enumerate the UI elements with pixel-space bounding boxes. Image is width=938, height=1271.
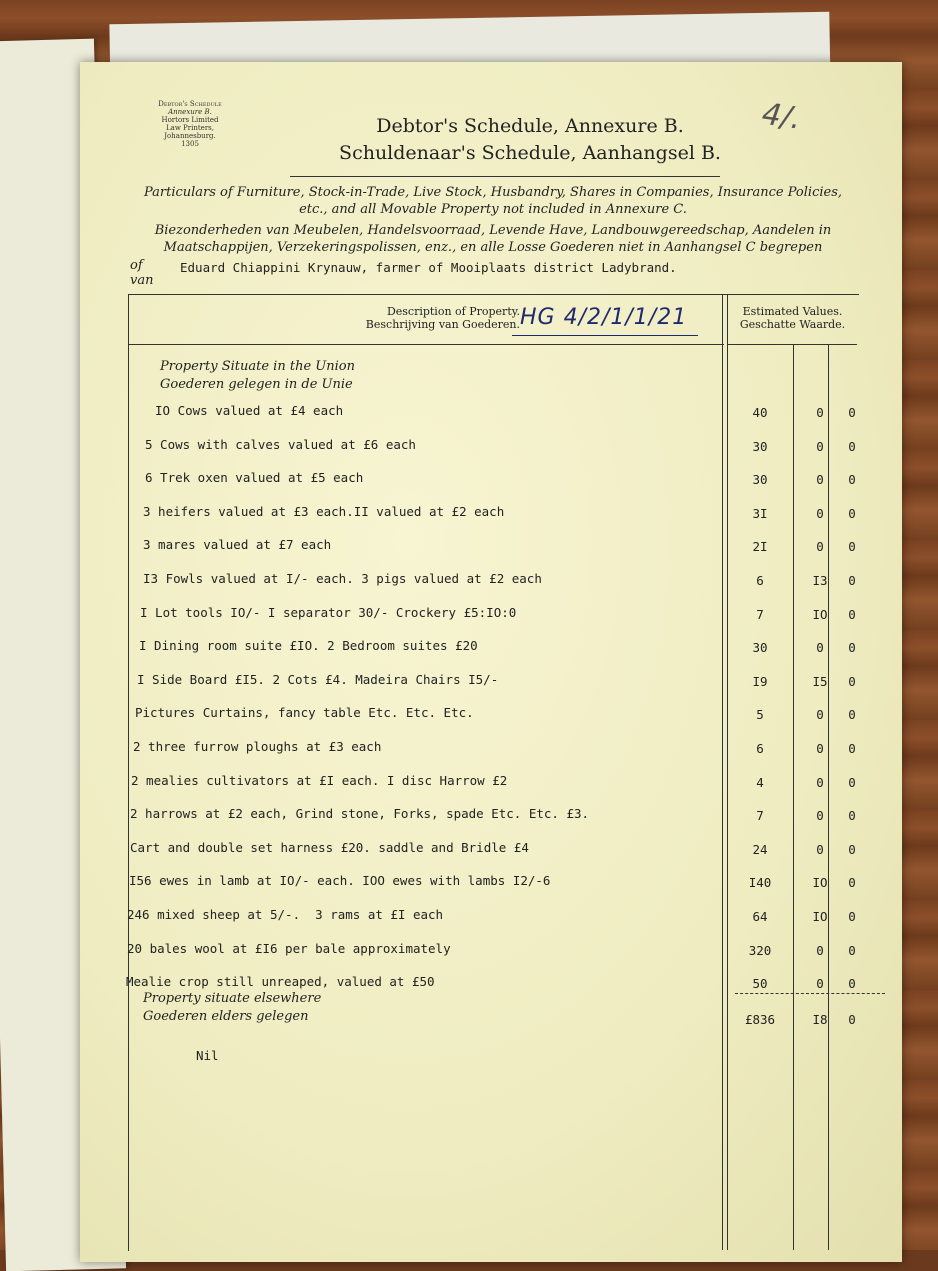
document-title-afrikaans: Schuldenaar's Schedule, Aanhangsel B.	[339, 142, 721, 164]
item-shillings: 0	[816, 405, 824, 420]
item-pounds: 30	[752, 439, 768, 454]
archive-reference-underline	[512, 335, 698, 336]
description-header-afrikaans: Beschrijving van Goederen.	[365, 318, 520, 331]
item-description: I3 Fowls valued at I/- each. 3 pigs valued at £2 each	[143, 571, 542, 586]
archive-reference-stamp: HG 4/2/1/1/21	[520, 305, 688, 330]
item-pounds: 6	[756, 741, 764, 756]
header-divider	[727, 344, 857, 345]
section-union-english: Property Situate in the Union	[160, 359, 355, 374]
item-description: 5 Cows with calves valued at £6 each	[145, 437, 416, 452]
item-description: Cart and double set harness £20. saddle and Bridle £4	[130, 840, 529, 855]
total-pence: 0	[848, 1012, 856, 1027]
total-pounds: £836	[744, 1012, 776, 1027]
of-label-afrikaans: van	[130, 273, 154, 288]
item-description: Pictures Curtains, fancy table Etc. Etc. Etc.	[135, 705, 474, 720]
item-pence: 0	[848, 573, 856, 588]
item-pence: 0	[848, 405, 856, 420]
section-elsewhere-heading	[143, 990, 321, 1026]
item-shillings: IO	[812, 909, 828, 924]
item-pence: 0	[848, 640, 856, 655]
item-pence: 0	[848, 607, 856, 622]
total-shillings: I8	[812, 1012, 828, 1027]
description-header	[290, 305, 520, 331]
item-shillings: IO	[812, 607, 828, 622]
item-shillings: 0	[816, 808, 824, 823]
item-pounds: 5	[756, 707, 764, 722]
item-pounds: 24	[752, 842, 768, 857]
item-shillings: 0	[816, 439, 824, 454]
particulars-english: Particulars of Furniture, Stock-in-Trade, Live Stock, Husbandry, Shares in Companies, Insurance Policies, etc., and all Movable Property not included in Annexure C.	[143, 185, 843, 217]
description-header-english: Description of Property.	[386, 305, 520, 318]
section-elsewhere-english: Property situate elsewhere	[143, 991, 322, 1006]
item-pence: 0	[848, 472, 856, 487]
estimated-values-header-afrikaans: Geschatte Waarde.	[739, 318, 846, 331]
item-pounds: 30	[752, 640, 768, 655]
item-description: 2 harrows at £2 each, Grind stone, Forks, spade Etc. Etc. £3.	[130, 806, 590, 821]
imprint-line: Law Printers,	[166, 124, 214, 132]
item-pence: 0	[848, 808, 856, 823]
item-pence: 0	[848, 909, 856, 924]
item-shillings: 0	[816, 775, 824, 790]
item-shillings: 0	[816, 539, 824, 554]
item-description: I Lot tools IO/- I separator 30/- Crockery £5:IO:0	[140, 605, 517, 620]
item-pounds: 50	[752, 976, 768, 991]
imprint-line: 1305	[181, 140, 199, 148]
item-shillings: 0	[816, 842, 824, 857]
imprint-line: Debtor's Schedule	[158, 100, 222, 108]
of-label-english: of	[130, 258, 143, 273]
estimated-values-header-english: Estimated Values.	[742, 305, 843, 318]
item-description: Mealie crop still unreaped, valued at £50	[126, 974, 435, 989]
item-description: 3 mares valued at £7 each	[143, 537, 332, 552]
item-description: 246 mixed sheep at 5/-. 3 rams at £I each	[127, 907, 444, 922]
item-pounds: 320	[748, 943, 772, 958]
title-divider	[290, 176, 720, 177]
item-shillings: 0	[816, 976, 824, 991]
of-label	[130, 258, 153, 288]
imprint-line: Hortors Limited	[161, 116, 219, 124]
item-shillings: I5	[812, 674, 828, 689]
column-divider	[793, 345, 794, 1250]
item-description: 2 mealies cultivators at £I each. I disc Harrow £2	[131, 773, 508, 788]
estimated-values-header	[730, 305, 855, 331]
item-description: I Side Board £I5. 2 Cots £4. Madeira Chairs I5/-	[137, 672, 499, 687]
item-pounds: 7	[756, 808, 764, 823]
item-shillings: 0	[816, 640, 824, 655]
item-pence: 0	[848, 439, 856, 454]
printer-imprint	[150, 100, 230, 148]
column-divider	[727, 294, 728, 1250]
imprint-line: Annexure B.	[168, 108, 212, 116]
item-pounds: I9	[752, 674, 768, 689]
item-pounds: 2I	[752, 539, 768, 554]
document-title-english: Debtor's Schedule, Annexure B.	[376, 115, 684, 137]
item-pounds: 4	[756, 775, 764, 790]
item-pence: 0	[848, 943, 856, 958]
item-description: I Dining room suite £IO. 2 Bedroom suites £20	[139, 638, 478, 653]
item-pounds: 6	[756, 573, 764, 588]
section-union-afrikaans: Goederen gelegen in de Unie	[160, 377, 353, 392]
imprint-line: Johannesburg.	[164, 132, 216, 140]
item-pence: 0	[848, 976, 856, 991]
item-shillings: I3	[812, 573, 828, 588]
item-pence: 0	[848, 707, 856, 722]
item-description: 6 Trek oxen valued at £5 each	[145, 470, 364, 485]
header-divider	[128, 344, 724, 345]
item-pounds: 64	[752, 909, 768, 924]
item-description: IO Cows valued at £4 each	[155, 403, 344, 418]
item-description: I56 ewes in lamb at IO/- each. IOO ewes with lambs I2/-6	[129, 873, 551, 888]
item-pence: 0	[848, 539, 856, 554]
section-union-heading	[160, 358, 355, 394]
item-pounds: 7	[756, 607, 764, 622]
column-divider	[722, 294, 723, 1250]
item-description: 3 heifers valued at £3 each.II valued at £2 each	[143, 504, 505, 519]
item-shillings: 0	[816, 943, 824, 958]
debtor-name-line: Eduard Chiappini Krynauw, farmer of Mooiplaats district Ladybrand.	[180, 260, 677, 275]
particulars-afrikaans: Biezonderheden van Meubelen, Handelsvoorraad, Levende Have, Landbouwgereedschap, Aandelen in Maatschappijen, Verzekeringspolissen, enz., en alle Losse Goederen niet in Aanhangsel C begrepen	[154, 223, 832, 255]
item-description: 20 bales wool at £I6 per bale approximately	[127, 941, 451, 956]
handwritten-margin-mark: 4/.	[759, 96, 804, 137]
item-pence: 0	[848, 506, 856, 521]
item-pence: 0	[848, 674, 856, 689]
item-description: 2 three furrow ploughs at £3 each	[133, 739, 382, 754]
item-shillings: 0	[816, 506, 824, 521]
item-pounds: 30	[752, 472, 768, 487]
item-pounds: 40	[752, 405, 768, 420]
item-pounds: 3I	[752, 506, 768, 521]
item-shillings: IO	[812, 875, 828, 890]
nil-entry: Nil	[196, 1048, 219, 1063]
item-shillings: 0	[816, 741, 824, 756]
total-rule	[735, 993, 885, 994]
item-shillings: 0	[816, 707, 824, 722]
item-pounds: I40	[748, 875, 772, 890]
item-pence: 0	[848, 875, 856, 890]
section-elsewhere-afrikaans: Goederen elders gelegen	[143, 1009, 309, 1024]
item-pence: 0	[848, 775, 856, 790]
item-pence: 0	[848, 741, 856, 756]
item-pence: 0	[848, 842, 856, 857]
item-shillings: 0	[816, 472, 824, 487]
